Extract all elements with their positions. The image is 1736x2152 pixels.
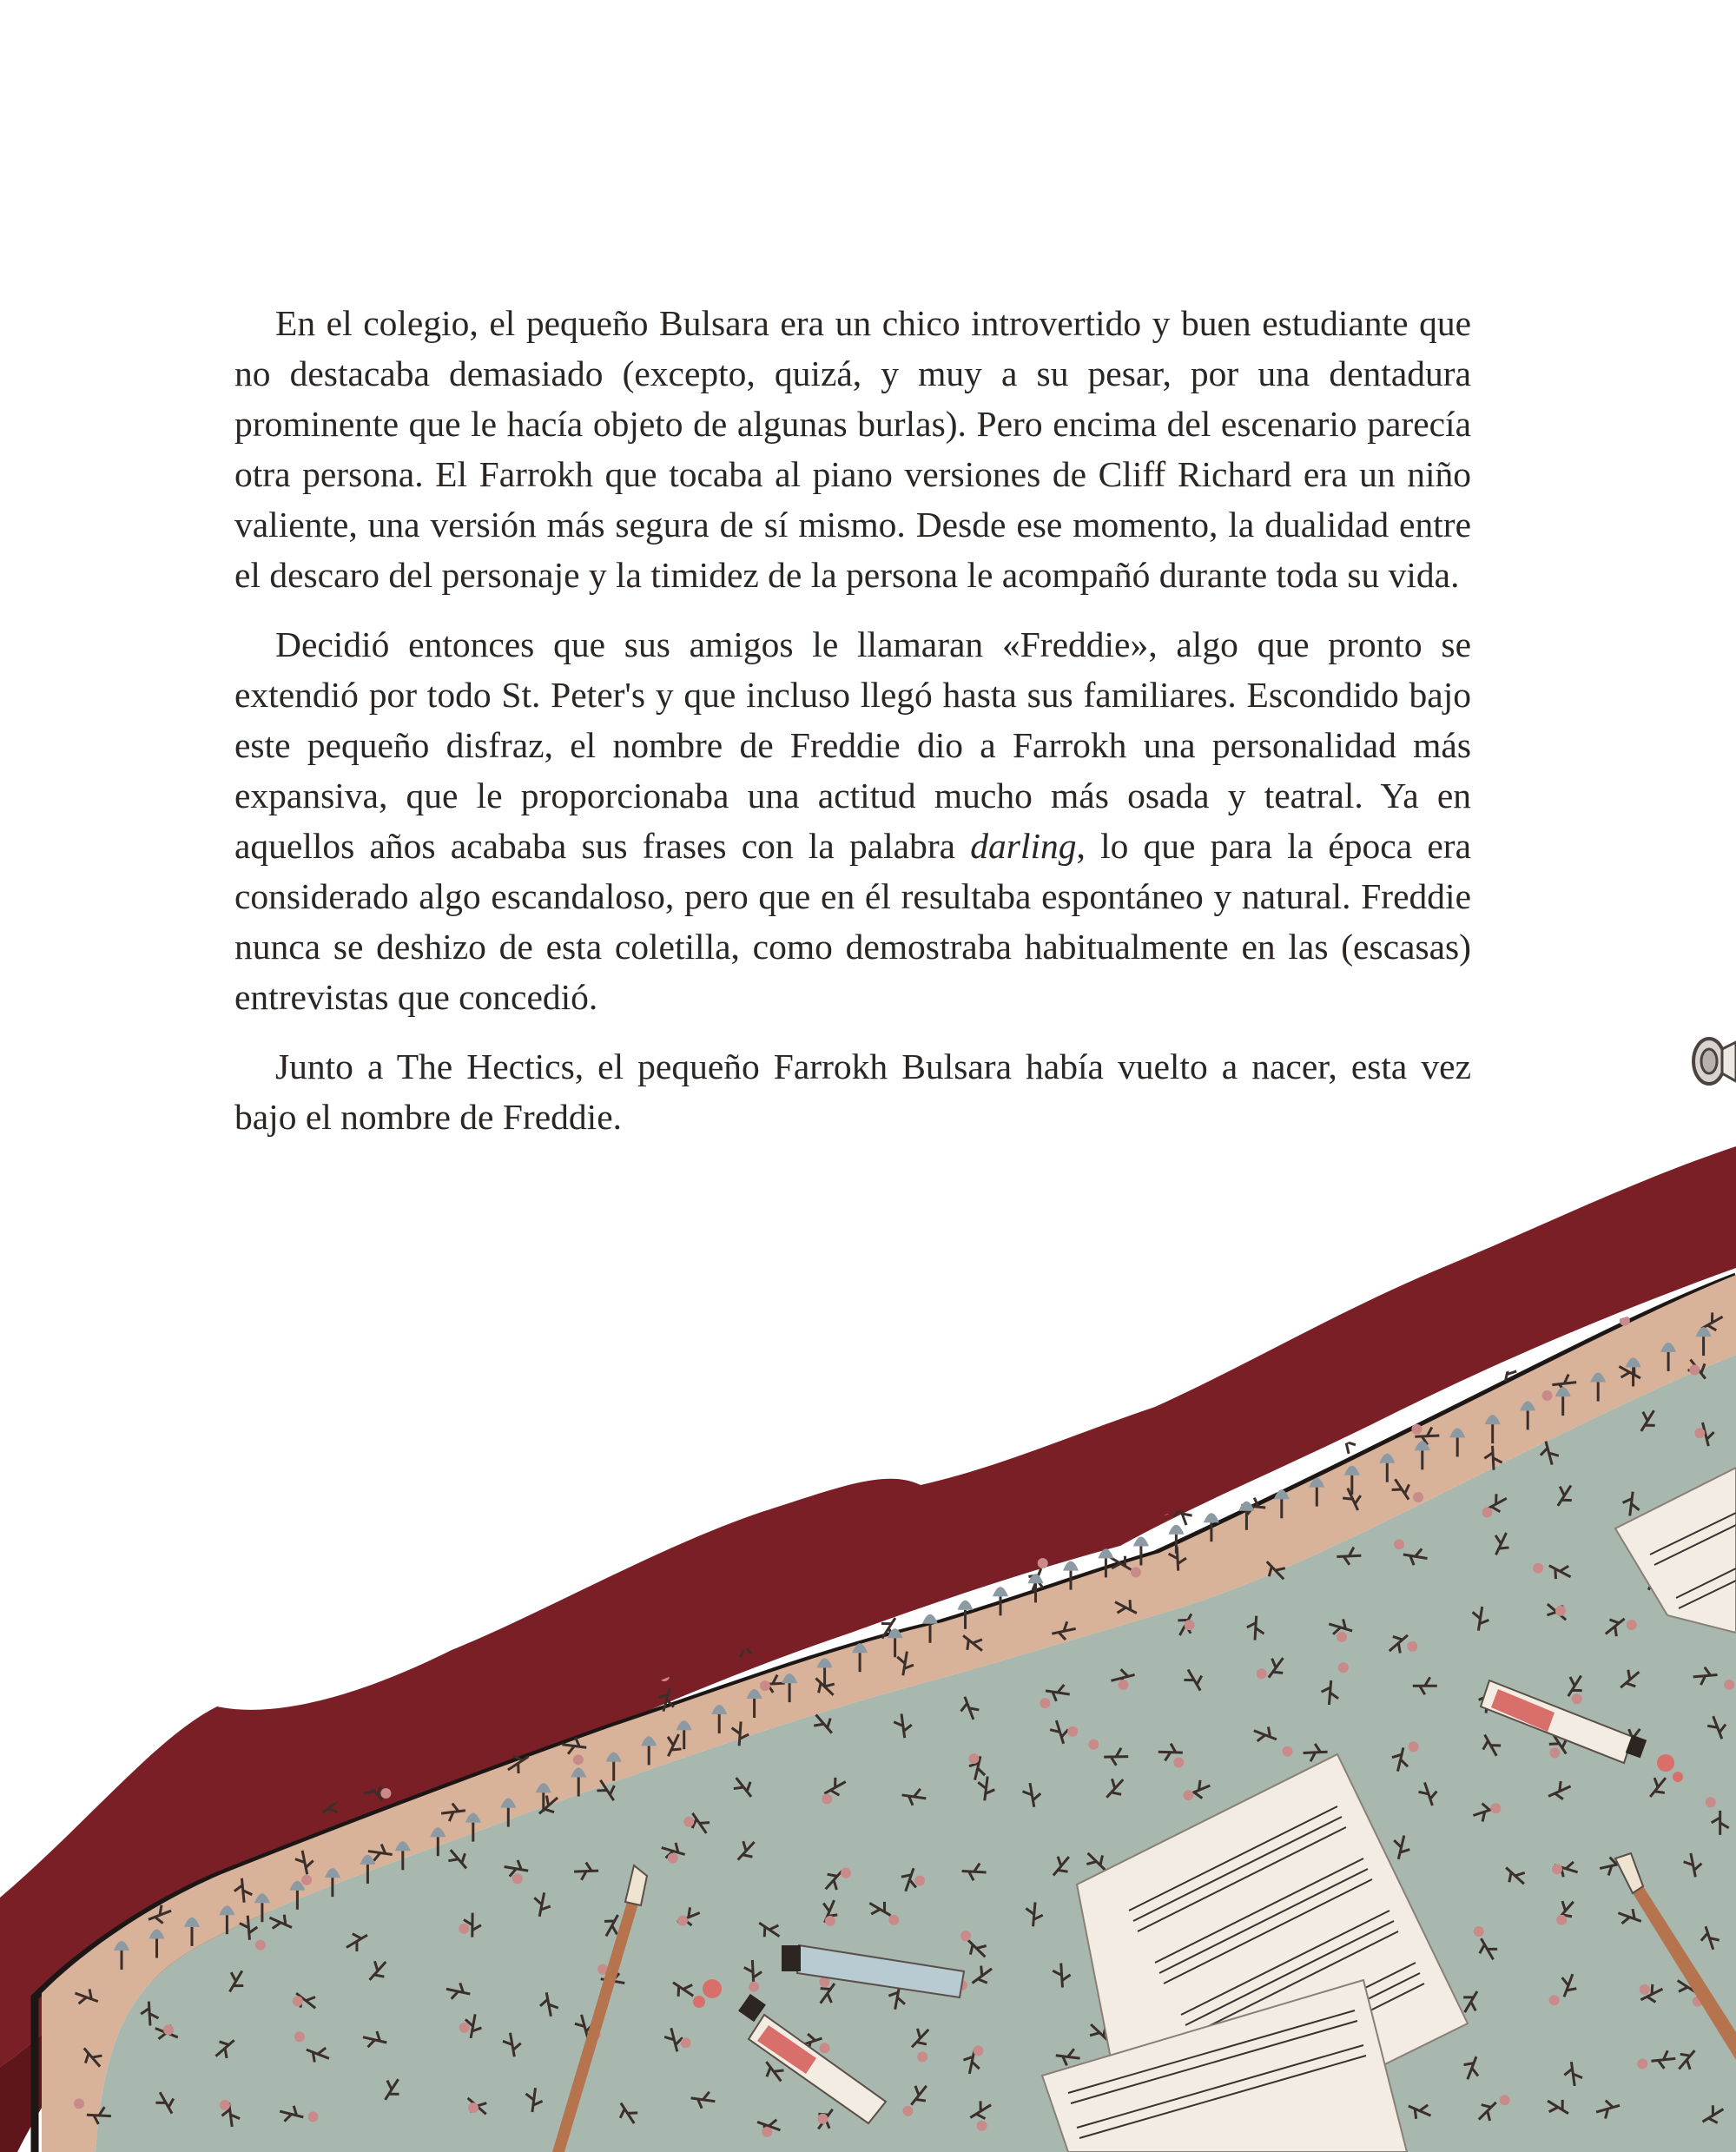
quilt-flower: [740, 1430, 768, 1453]
quilt-flower: [1087, 1304, 1112, 1323]
quilt-flower: [282, 1602, 303, 1629]
quilt-flower: [202, 1320, 232, 1348]
quilt-flower: [361, 1472, 386, 1501]
quilt-flower: [430, 1385, 455, 1414]
paragraph-3: Junto a The Hectics, el pequeño Farrokh Bulsara había vuelto a nacer, esta vez bajo el nombre de Freddie.: [234, 1046, 1471, 1137]
quilt-flower: [274, 1537, 317, 1570]
quilt-flower: [89, 1612, 117, 1643]
quilt-flower: [137, 1432, 162, 1473]
quilt-flower: [380, 1301, 410, 1327]
quilt-flower: [151, 1295, 178, 1324]
quilt-flower: [76, 1565, 103, 1584]
quilt-flower: [161, 1661, 189, 1691]
quilt-flower: [122, 1492, 151, 1522]
quilt-flower: [271, 1426, 300, 1455]
quilt-flower: [274, 1362, 303, 1391]
quilt-flower: [167, 1530, 196, 1560]
quilt-flower: [500, 1437, 529, 1462]
paragraph-2-part-1: Decidió entonces que sus amigos le llamaran «Freddie», algo que pronto se extendió por todo St. Peter's y que incluso llegó hasta sus familiares. Escondido bajo este pequeño disfraz, el nombre de Freddie dio a Farrokh una personalidad más expansiva, que le proporcionaba una actitud mucho más osada y teatral. Ya en aquellos años acababa sus frases con la palabra: [234, 624, 1471, 866]
quilt-flower: [58, 1354, 86, 1394]
quilt-flower: [206, 1615, 248, 1646]
quilt-flower: [1162, 1305, 1203, 1342]
quilt-flower: [538, 1301, 564, 1337]
quilt-flower: [76, 1417, 107, 1460]
quilt-flower: [894, 1420, 924, 1449]
italic-word: darling: [970, 826, 1077, 866]
quilt-flower: [663, 1508, 686, 1536]
quilt-flower: [222, 1677, 252, 1706]
quilt-flower: [1043, 1386, 1068, 1415]
quilt-flower: [74, 1494, 106, 1531]
quilt-flower: [306, 1482, 325, 1508]
quilt-flower: [521, 1542, 545, 1571]
quilt-flower: [64, 1656, 94, 1684]
quilt-flower: [218, 1566, 248, 1594]
quilt-flower: [463, 1429, 489, 1458]
quilt-flower: [584, 1411, 613, 1451]
quilt-flower: [740, 1390, 762, 1416]
quilt-flower: [510, 1471, 539, 1500]
quilt-flower: [888, 1284, 912, 1312]
quilt-flower: [787, 1383, 828, 1411]
quilt-flower: [144, 1360, 187, 1382]
quilt-flower: [875, 1369, 903, 1398]
quilt-flower: [224, 1429, 253, 1458]
quilt-flower: [666, 1430, 696, 1456]
quilt-flower: [430, 1537, 468, 1569]
quilt-flower: [537, 1376, 563, 1396]
quilt-flower: [236, 1484, 265, 1515]
quilt-flower: [670, 1295, 703, 1323]
quilt-flower: [460, 1591, 490, 1627]
quilt-flower: [282, 1305, 312, 1332]
quilt-flower: [379, 1429, 408, 1456]
wall-knob: [1693, 1039, 1736, 1084]
quilt-flower: [200, 1361, 228, 1383]
quilt-flower: [80, 1297, 109, 1327]
quilt-flower: [350, 1560, 379, 1589]
paragraph-2-part-2: , lo que para la época era considerado algo escandaloso, pero que en él resultaba espontáneo y natural. Freddie nunca se deshizo de esta coletilla, como demostraba habitualmente en las (escasas) entrevistas que concedió.: [234, 826, 1471, 1017]
quilt-flower: [77, 1710, 106, 1748]
quilt-flower: [658, 1350, 680, 1378]
quilt-flower: [1112, 1375, 1141, 1403]
quilt-flower: [465, 1309, 494, 1338]
quilt-flower: [804, 1305, 829, 1326]
quilt-flower: [1036, 1313, 1061, 1346]
quilt-flower: [581, 1365, 608, 1395]
quilt-flower: [730, 1319, 762, 1340]
quilt-flower: [798, 1422, 821, 1449]
quilt-flower: [366, 1606, 396, 1639]
quilt-flower: [137, 1624, 172, 1654]
quilt-flower: [583, 1473, 611, 1502]
quilt-flower: [298, 1676, 317, 1701]
quilt-flower: [947, 1372, 979, 1404]
quilt-flower: [69, 1774, 89, 1812]
paragraph-1: En el colegio, el pequeño Bulsara era un chico introvertido y buen estudiante que no destacaba demasiado (excepto, quizá, y muy a su pesar, por una dentadura prominente que le hacía objeto de algunas burlas). Pero encima del escenario parecía otra persona. El Farrokh que tocaba al piano versiones de Cliff Richard era un niño valiente, una versión más segura de sí mismo. Desde ese momento, la dualidad entre el descaro del personaje y la timidez de la persona le acompañó durante toda su vida.: [234, 303, 1471, 595]
quilt-flower: [370, 1370, 391, 1396]
quilt-flower: [440, 1495, 465, 1529]
quilt-flower: [584, 1330, 608, 1358]
quilt-flower: [964, 1298, 987, 1326]
